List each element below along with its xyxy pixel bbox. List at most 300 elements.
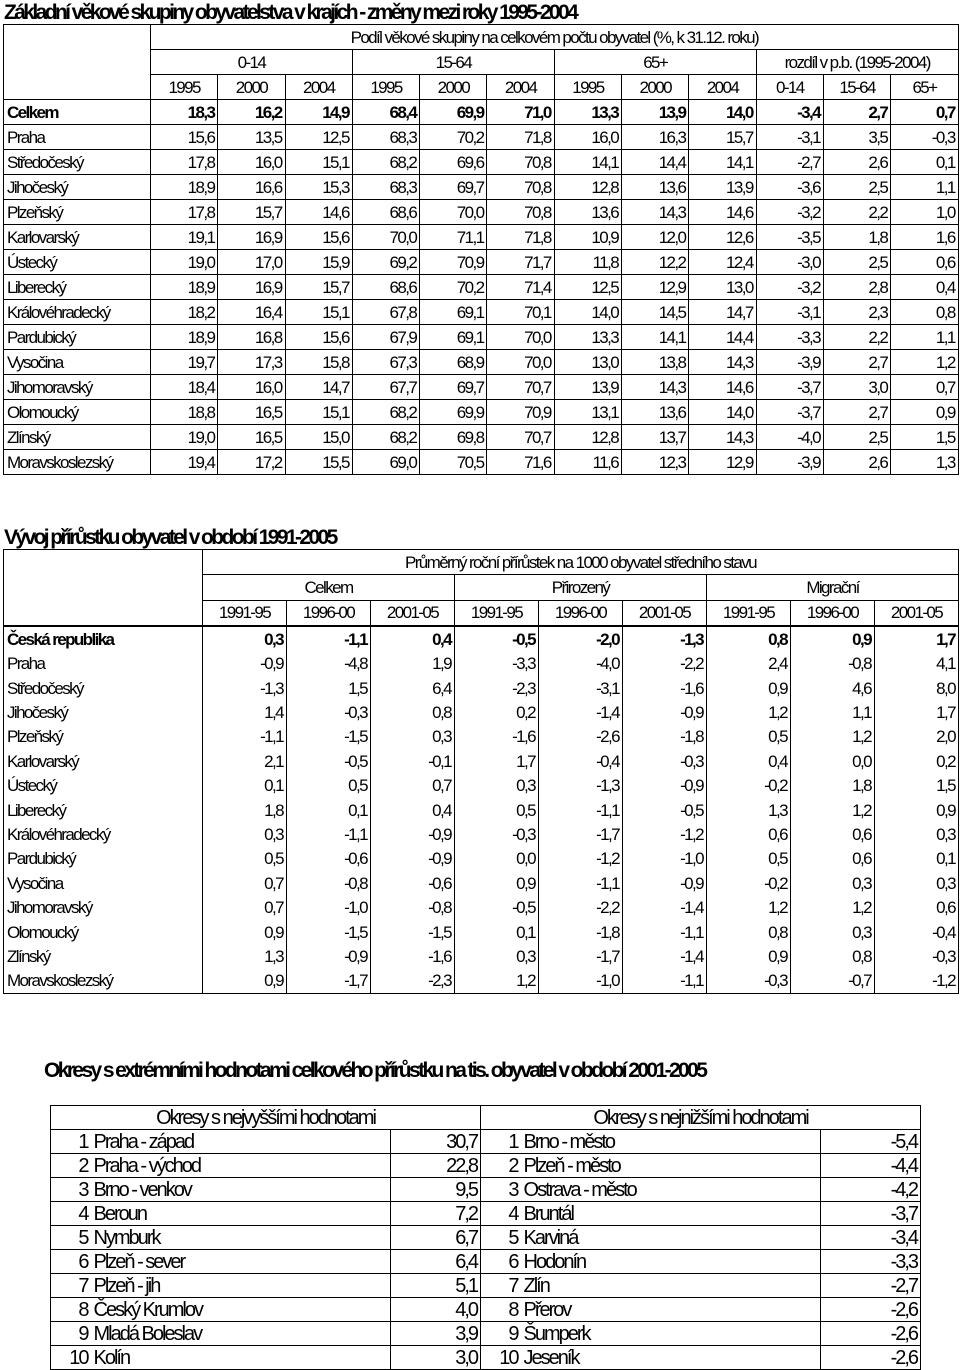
region-name: Česká republika xyxy=(4,626,203,651)
value-cell: -0,3 xyxy=(891,125,958,150)
value-cell: -2,2 xyxy=(623,652,707,676)
value-cell: 67,3 xyxy=(352,350,419,375)
value-cell: 14,4 xyxy=(622,150,689,175)
value-cell: -2,6 xyxy=(821,1346,921,1370)
value-cell: 12,0 xyxy=(622,225,689,250)
value-cell: 14,0 xyxy=(689,400,756,425)
value-cell: 1,7 xyxy=(875,626,959,651)
value-cell: 18,9 xyxy=(151,325,218,350)
value-cell: 0,1 xyxy=(455,920,539,944)
value-cell: 16,5 xyxy=(218,400,285,425)
value-cell: 69,7 xyxy=(420,175,487,200)
table-row xyxy=(51,1130,921,1154)
table-row xyxy=(4,969,959,994)
value-cell: -0,4 xyxy=(875,920,959,944)
value-cell: 0,8 xyxy=(371,700,455,724)
value-cell: -3,2 xyxy=(756,275,823,300)
value-cell: 70,8 xyxy=(487,150,554,175)
value-cell: -2,7 xyxy=(756,150,823,175)
value-cell: 0,0 xyxy=(455,847,539,871)
table-row xyxy=(4,225,959,250)
value-cell: 70,2 xyxy=(420,125,487,150)
value-cell: -3,6 xyxy=(756,175,823,200)
region-name: Středočeský xyxy=(4,676,203,700)
value-cell: -3,1 xyxy=(539,676,623,700)
value-cell: -3,9 xyxy=(756,450,823,475)
table-row xyxy=(4,798,959,822)
value-cell: -1,3 xyxy=(203,676,287,700)
region-name: Olomoucký xyxy=(4,400,151,425)
value-cell: 12,8 xyxy=(554,175,621,200)
value-cell: -3,3 xyxy=(756,325,823,350)
value-cell: 0,3 xyxy=(371,725,455,749)
value-cell: 15,6 xyxy=(151,125,218,150)
region-name: Jihočeský xyxy=(4,700,203,724)
table-row xyxy=(4,250,959,275)
period-header: 2001-05 xyxy=(623,600,707,626)
value-cell: 14,1 xyxy=(622,325,689,350)
region-name: Plzeňský xyxy=(4,725,203,749)
value-cell: -1,7 xyxy=(287,969,371,994)
value-cell: -3,5 xyxy=(756,225,823,250)
value-cell: 1,3 xyxy=(707,798,791,822)
value-cell: 14,1 xyxy=(689,150,756,175)
rank-cell: 2 xyxy=(481,1154,521,1178)
year-header: 2004 xyxy=(689,75,756,100)
region-name: Jihomoravský xyxy=(4,375,151,400)
value-cell: 12,4 xyxy=(689,250,756,275)
district-name: Beroun xyxy=(91,1202,391,1226)
value-cell: -1,2 xyxy=(539,847,623,871)
value-cell: -2,0 xyxy=(539,626,623,651)
value-cell: 13,3 xyxy=(554,325,621,350)
value-cell: 13,5 xyxy=(218,125,285,150)
corner-cell xyxy=(4,25,151,100)
value-cell: -0,9 xyxy=(371,822,455,846)
table-row xyxy=(4,275,959,300)
value-cell: -5,4 xyxy=(821,1130,921,1154)
rank-cell: 7 xyxy=(481,1274,521,1298)
rank-cell: 5 xyxy=(481,1226,521,1250)
value-cell: 1,8 xyxy=(823,225,890,250)
region-name: Královéhradecký xyxy=(4,300,151,325)
value-cell: 12,9 xyxy=(622,275,689,300)
value-cell: -0,5 xyxy=(287,749,371,773)
value-cell: 14,6 xyxy=(689,200,756,225)
value-cell: 12,5 xyxy=(554,275,621,300)
value-cell: -3,1 xyxy=(756,300,823,325)
value-cell: 68,3 xyxy=(352,175,419,200)
value-cell: 0,7 xyxy=(371,774,455,798)
table-row xyxy=(51,1202,921,1226)
value-cell: 2,7 xyxy=(823,350,890,375)
value-cell: 0,8 xyxy=(891,300,958,325)
value-cell: 0,0 xyxy=(791,749,875,773)
table1-title: Základní věkové skupiny obyvatelstva v krajích - změny mezi roky 1995-2004 xyxy=(4,1,577,24)
region-name: Plzeňský xyxy=(4,200,151,225)
value-cell: -3,4 xyxy=(821,1226,921,1250)
value-cell: 16,0 xyxy=(218,150,285,175)
value-cell: 67,7 xyxy=(352,375,419,400)
region-name: Karlovarský xyxy=(4,749,203,773)
region-name: Ústecký xyxy=(4,774,203,798)
value-cell: 15,3 xyxy=(285,175,352,200)
table2-title: Vývoj přírůstku obyvatel v období 1991-2005 xyxy=(4,526,336,549)
value-cell: 16,6 xyxy=(218,175,285,200)
value-cell: 0,8 xyxy=(707,920,791,944)
district-name: Plzeň - město xyxy=(521,1154,821,1178)
value-cell: 70,0 xyxy=(487,350,554,375)
value-cell: 0,3 xyxy=(791,920,875,944)
value-cell: 17,2 xyxy=(218,450,285,475)
value-cell: 0,7 xyxy=(891,375,958,400)
table-row xyxy=(4,125,959,150)
value-cell: 16,9 xyxy=(218,275,285,300)
rank-cell: 8 xyxy=(481,1298,521,1322)
value-cell: -0,5 xyxy=(623,798,707,822)
value-cell: 0,2 xyxy=(455,700,539,724)
value-cell: 4,0 xyxy=(391,1298,481,1322)
value-cell: 15,1 xyxy=(285,300,352,325)
value-cell: -1,6 xyxy=(455,725,539,749)
value-cell: 10,9 xyxy=(554,225,621,250)
rank-cell: 7 xyxy=(51,1274,91,1298)
value-cell: -3,1 xyxy=(756,125,823,150)
value-cell: 1,5 xyxy=(891,425,958,450)
value-cell: 14,0 xyxy=(689,100,756,125)
value-cell: 69,1 xyxy=(420,325,487,350)
region-name: Liberecký xyxy=(4,798,203,822)
period-header: 1996-00 xyxy=(287,600,371,626)
value-cell: 17,3 xyxy=(218,350,285,375)
value-cell: 0,6 xyxy=(707,822,791,846)
value-cell: 68,2 xyxy=(352,150,419,175)
value-cell: -2,6 xyxy=(821,1298,921,1322)
value-cell: 13,9 xyxy=(554,375,621,400)
year-header: 2000 xyxy=(218,75,285,100)
value-cell: 0,9 xyxy=(707,944,791,968)
table-row xyxy=(4,774,959,798)
value-cell: 0,5 xyxy=(203,847,287,871)
value-cell: -1,8 xyxy=(623,725,707,749)
value-cell: -0,3 xyxy=(455,822,539,846)
value-cell: 13,8 xyxy=(622,350,689,375)
district-name: Brno - venkov xyxy=(91,1178,391,1202)
value-cell: 14,9 xyxy=(285,100,352,125)
value-cell: 0,1 xyxy=(891,150,958,175)
value-cell: 18,2 xyxy=(151,300,218,325)
value-cell: -1,1 xyxy=(539,798,623,822)
value-cell: 2,7 xyxy=(823,400,890,425)
value-cell: 11,8 xyxy=(554,250,621,275)
district-name: Český Krumlov xyxy=(91,1298,391,1322)
value-cell: -4,8 xyxy=(287,652,371,676)
value-cell: 0,9 xyxy=(203,920,287,944)
value-cell: -1,4 xyxy=(623,944,707,968)
table-row xyxy=(4,847,959,871)
value-cell: 30,7 xyxy=(391,1130,481,1154)
table-row xyxy=(4,375,959,400)
value-cell: -3,4 xyxy=(756,100,823,125)
value-cell: 14,3 xyxy=(689,350,756,375)
value-cell: -0,2 xyxy=(707,774,791,798)
value-cell: 70,8 xyxy=(487,175,554,200)
table-row xyxy=(4,150,959,175)
value-cell: 0,6 xyxy=(791,822,875,846)
table-row xyxy=(4,920,959,944)
rank-cell: 9 xyxy=(51,1322,91,1346)
value-cell: 19,0 xyxy=(151,250,218,275)
table-row xyxy=(4,325,959,350)
value-cell: -2,7 xyxy=(821,1274,921,1298)
value-cell: 15,6 xyxy=(285,325,352,350)
group-header: 15-64 xyxy=(352,50,554,75)
value-cell: 67,8 xyxy=(352,300,419,325)
value-cell: 13,6 xyxy=(622,175,689,200)
value-cell: -4,4 xyxy=(821,1154,921,1178)
value-cell: 69,9 xyxy=(420,100,487,125)
value-cell: 3,9 xyxy=(391,1322,481,1346)
district-name: Přerov xyxy=(521,1298,821,1322)
region-name: Pardubický xyxy=(4,847,203,871)
value-cell: -1,2 xyxy=(875,969,959,994)
value-cell: 17,8 xyxy=(151,150,218,175)
value-cell: 16,4 xyxy=(218,300,285,325)
value-cell: 69,0 xyxy=(352,450,419,475)
value-cell: 19,1 xyxy=(151,225,218,250)
rank-cell: 4 xyxy=(481,1202,521,1226)
table-row xyxy=(4,100,959,125)
value-cell: 2,0 xyxy=(875,725,959,749)
district-name: Nymburk xyxy=(91,1226,391,1250)
value-cell: 13,1 xyxy=(554,400,621,425)
value-cell: -0,3 xyxy=(287,700,371,724)
table-row xyxy=(51,1226,921,1250)
value-cell: 6,4 xyxy=(371,676,455,700)
region-name: Moravskoslezský xyxy=(4,969,203,994)
value-cell: 18,3 xyxy=(151,100,218,125)
region-name: Ústecký xyxy=(4,250,151,275)
header-main: Průměrný roční přírůstek na 1000 obyvatel středního stavu xyxy=(203,550,959,575)
rank-cell: 2 xyxy=(51,1154,91,1178)
value-cell: -1,5 xyxy=(287,920,371,944)
value-cell: 69,1 xyxy=(420,300,487,325)
year-header: 1995 xyxy=(554,75,621,100)
table-row xyxy=(4,400,959,425)
year-header: 2000 xyxy=(622,75,689,100)
value-cell: -1,5 xyxy=(371,920,455,944)
rank-cell: 4 xyxy=(51,1202,91,1226)
district-name: Plzeň - jih xyxy=(91,1274,391,1298)
value-cell: 70,5 xyxy=(420,450,487,475)
table-row xyxy=(4,425,959,450)
value-cell: 12,9 xyxy=(689,450,756,475)
value-cell: -4,2 xyxy=(821,1178,921,1202)
value-cell: 14,4 xyxy=(689,325,756,350)
value-cell: 0,3 xyxy=(875,871,959,895)
value-cell: 0,8 xyxy=(707,626,791,651)
value-cell: 18,9 xyxy=(151,275,218,300)
value-cell: -3,7 xyxy=(821,1202,921,1226)
rank-cell: 9 xyxy=(481,1322,521,1346)
group-header: rozdíl v p.b. (1995-2004) xyxy=(756,50,958,75)
value-cell: 13,0 xyxy=(689,275,756,300)
value-cell: 1,2 xyxy=(707,895,791,919)
rank-cell: 6 xyxy=(51,1250,91,1274)
value-cell: 3,5 xyxy=(823,125,890,150)
value-cell: 70,7 xyxy=(487,425,554,450)
value-cell: 68,6 xyxy=(352,200,419,225)
value-cell: -0,3 xyxy=(875,944,959,968)
district-name: Plzeň - sever xyxy=(91,1250,391,1274)
value-cell: 0,3 xyxy=(875,822,959,846)
value-cell: -1,4 xyxy=(539,700,623,724)
value-cell: 1,6 xyxy=(891,225,958,250)
value-cell: 3,0 xyxy=(391,1346,481,1370)
district-name: Kolín xyxy=(91,1346,391,1370)
value-cell: -0,9 xyxy=(623,871,707,895)
value-cell: 0,6 xyxy=(875,895,959,919)
region-name: Pardubický xyxy=(4,325,151,350)
value-cell: 68,2 xyxy=(352,400,419,425)
value-cell: 16,0 xyxy=(554,125,621,150)
value-cell: -3,9 xyxy=(756,350,823,375)
group-header: 65+ xyxy=(554,50,756,75)
value-cell: -1,0 xyxy=(623,847,707,871)
value-cell: 0,9 xyxy=(891,400,958,425)
region-name: Olomoucký xyxy=(4,920,203,944)
value-cell: -0,9 xyxy=(287,944,371,968)
table-row xyxy=(51,1250,921,1274)
table-row xyxy=(4,626,959,651)
value-cell: -0,3 xyxy=(707,969,791,994)
group-header: Migrační xyxy=(707,575,959,600)
population-growth-table xyxy=(3,549,959,994)
region-name: Jihočeský xyxy=(4,175,151,200)
value-cell: 18,8 xyxy=(151,400,218,425)
table-row xyxy=(4,175,959,200)
value-cell: 71,7 xyxy=(487,250,554,275)
value-cell: -0,8 xyxy=(371,895,455,919)
value-cell: -3,7 xyxy=(756,375,823,400)
value-cell: 70,8 xyxy=(487,200,554,225)
header-row xyxy=(4,25,959,50)
value-cell: 3,0 xyxy=(823,375,890,400)
value-cell: 14,5 xyxy=(622,300,689,325)
group-header: 0-14 xyxy=(151,50,353,75)
value-cell: 13,9 xyxy=(622,100,689,125)
value-cell: 14,7 xyxy=(689,300,756,325)
year-header: 2004 xyxy=(487,75,554,100)
value-cell: 12,2 xyxy=(622,250,689,275)
rank-cell: 10 xyxy=(51,1346,91,1370)
value-cell: 1,3 xyxy=(891,450,958,475)
value-cell: 0,5 xyxy=(707,847,791,871)
district-name: Karviná xyxy=(521,1226,821,1250)
value-cell: 1,2 xyxy=(891,350,958,375)
value-cell: 70,0 xyxy=(487,325,554,350)
table-row xyxy=(4,652,959,676)
value-cell: 15,7 xyxy=(218,200,285,225)
value-cell: -2,2 xyxy=(539,895,623,919)
region-name: Celkem xyxy=(4,100,151,125)
value-cell: 0,1 xyxy=(287,798,371,822)
value-cell: 13,6 xyxy=(554,200,621,225)
value-cell: -0,1 xyxy=(371,749,455,773)
value-cell: 0,4 xyxy=(707,749,791,773)
value-cell: 6,4 xyxy=(391,1250,481,1274)
region-name: Královéhradecký xyxy=(4,822,203,846)
period-header: 1991-95 xyxy=(203,600,287,626)
value-cell: 2,7 xyxy=(823,100,890,125)
value-cell: 71,4 xyxy=(487,275,554,300)
value-cell: 11,6 xyxy=(554,450,621,475)
value-cell: -1,2 xyxy=(623,822,707,846)
value-cell: 0,3 xyxy=(203,626,287,651)
period-header: 2001-05 xyxy=(875,600,959,626)
value-cell: -1,8 xyxy=(539,920,623,944)
value-cell: 2,5 xyxy=(823,175,890,200)
value-cell: 69,9 xyxy=(420,400,487,425)
value-cell: 19,7 xyxy=(151,350,218,375)
year-header: 1995 xyxy=(151,75,218,100)
value-cell: 2,1 xyxy=(203,749,287,773)
header-row xyxy=(4,550,959,575)
value-cell: 16,8 xyxy=(218,325,285,350)
region-name: Zlínský xyxy=(4,425,151,450)
value-cell: 68,6 xyxy=(352,275,419,300)
value-cell: 68,4 xyxy=(352,100,419,125)
table-row xyxy=(4,871,959,895)
value-cell: 71,1 xyxy=(420,225,487,250)
value-cell: -3,2 xyxy=(756,200,823,225)
district-name: Ostrava - město xyxy=(521,1178,821,1202)
table-row xyxy=(51,1346,921,1370)
value-cell: 1,7 xyxy=(875,700,959,724)
value-cell: 18,4 xyxy=(151,375,218,400)
value-cell: 15,7 xyxy=(285,275,352,300)
value-cell: 15,1 xyxy=(285,150,352,175)
value-cell: 0,6 xyxy=(791,847,875,871)
rank-cell: 5 xyxy=(51,1226,91,1250)
value-cell: 1,2 xyxy=(791,725,875,749)
value-cell: 2,3 xyxy=(823,300,890,325)
region-name: Vysočina xyxy=(4,350,151,375)
value-cell: 0,3 xyxy=(791,871,875,895)
value-cell: 8,0 xyxy=(875,676,959,700)
district-name: Mladá Boleslav xyxy=(91,1322,391,1346)
value-cell: 2,2 xyxy=(823,325,890,350)
value-cell: 71,6 xyxy=(487,450,554,475)
value-cell: 15,0 xyxy=(285,425,352,450)
value-cell: 2,8 xyxy=(823,275,890,300)
value-cell: 12,8 xyxy=(554,425,621,450)
value-cell: 70,0 xyxy=(420,200,487,225)
table-row xyxy=(4,450,959,475)
value-cell: 15,9 xyxy=(285,250,352,275)
value-cell: 69,8 xyxy=(420,425,487,450)
value-cell: 0,9 xyxy=(707,676,791,700)
value-cell: 2,5 xyxy=(823,425,890,450)
value-cell: 16,0 xyxy=(218,375,285,400)
value-cell: 15,1 xyxy=(285,400,352,425)
value-cell: -0,9 xyxy=(623,700,707,724)
value-cell: 7,2 xyxy=(391,1202,481,1226)
value-cell: 1,7 xyxy=(455,749,539,773)
header-row xyxy=(51,1106,921,1130)
rank-cell: 8 xyxy=(51,1298,91,1322)
region-name: Liberecký xyxy=(4,275,151,300)
